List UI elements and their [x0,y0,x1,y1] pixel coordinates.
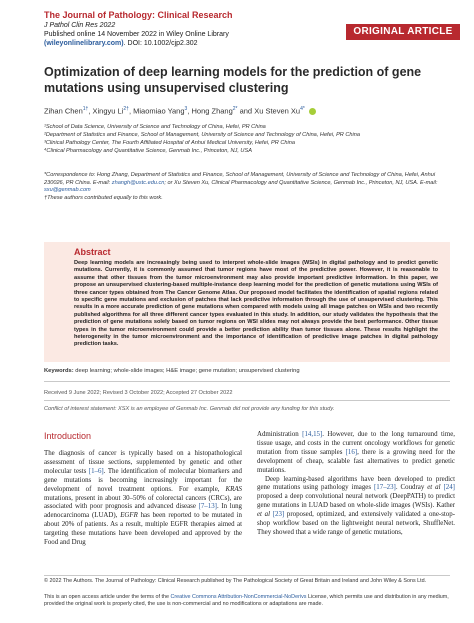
keywords-label: Keywords: [44,368,74,374]
citation-link[interactable]: [1–6] [88,467,104,475]
divider [44,575,450,576]
author-name[interactable]: Zihan Chen [44,106,83,116]
section-heading: Introduction [44,431,92,441]
author-affiliation-mark: 1† [82,106,89,112]
publication-info: Published online 14 November 2022 in Wiley Online Library [44,31,229,38]
abstract-heading: Abstract [74,247,111,257]
author-name[interactable]: Xu Steven Xu [254,106,301,116]
citation-link[interactable]: [23] [272,511,285,519]
abstract-text: Deep learning models are increasingly being used to interpret whole-slide images (WSIs) in digital pathology and to predict genetic mutations. Currently, it is commonly assumed that tumor regions have most of the predictive power. However, it is reasonable to assume that other tissues from the tumor microenvironment may also provide important predictive information. In this paper, we propose an unsupervised clustering-based multiple-instance deep learning model for the prediction of genetic mutations using WSIs of three cancer types obtained from The Cancer Genome Atlas. Our proposed model facilitates the identification of spatial regions related to specific gene mutations and exclusion of patches that lack predictive information through the use of unsupervised clustering. This results in a more accurate prediction of gene mutations when compared with models using all image patches on WSIs and two recently published algorithms for all three different cancer types evaluated in this study. In addition, our study validates the hypothesis that the prediction of gene mutations solely based on tumor regions on WSI slides may not always provide the best performance. Other tissue types in the tumor microenvironment could provide a better prediction ability than tumor tissues alone. These results highlight the heterogeneity in the tumor microenvironment and the importance of identification of predictive image patches in digital pathology prediction tasks. [74,260,438,348]
wiley-link[interactable]: (wileyonlinelibrary.com) [44,40,124,47]
body-text: proposed a deep convolutional neural network (DeepPATH) to predict gene mutations in LUAD based on whole-slide images (WSIs). Kather [257,493,455,510]
keywords-list: deep learning; whole-slide images; H&E image; gene mutation; unsupervised clustering [75,368,300,374]
email-link[interactable]: sxu@genmab.com [44,187,91,193]
correspondence [44,172,444,202]
license-text: This is an open access article under the terms of the [44,594,171,600]
body-text: . The identification of molecular biomarkers and gene mutations is becoming increasingly important for the development of novel treatment options. For example, [44,467,242,493]
copyright-notice: © 2022 The Authors. The Journal of Pathology: Clinical Research published by The Pathological Society of Great Britain and Ireland and John Wiley & Sons Ltd. [44,578,427,584]
keywords [44,368,450,374]
citation-link[interactable]: [17–23] [374,484,396,492]
orcid-icon[interactable] [309,108,316,115]
body-text: Administration [257,431,303,438]
author-affiliation-mark: 4* [300,106,305,112]
journal-citation: J Pathol Clin Res 2022 [44,22,116,29]
divider [44,400,450,401]
body-column-right [257,431,455,538]
license-notice [44,594,450,608]
correspondence-text: ; or Xu Steven Xu, Clinical Pharmacology and Quantitative Science, Genmab Inc., Princeton, NJ, USA. E-mail: [164,179,438,186]
affiliation: ²Department of Statistics and Finance, School of Management, University of Science and Technology of China, Hefei, PR China [44,132,361,138]
citation-link[interactable]: [14,15] [302,431,323,438]
doi-line [44,40,198,47]
correspondence-text: *Correspondence to: Hong Zhang, Department of Statistics and Finance, School of Management, University of Science and Technology of China, Hefei, Anhui 230026, PR China. E-mail: [44,172,436,186]
gene-name: KRAS [225,485,242,493]
gene-name: EGFR [120,512,138,520]
author-affiliation-mark: 3 [184,106,188,112]
license-text: License, which permits use and distribution in any medium, provided the original work is properly cited, the use is non-commercial and no modifications or adaptations are made. [44,594,449,607]
body-text: , there is a growing need for the development of cheap, scalable fast alternatives to predict genetic mutations. [257,448,455,474]
body-text: mutations, present in about 30–50% of colorectal cancers (CRCs), are associated with poor prognosis and advanced disease [44,494,242,511]
paragraph [257,431,455,476]
author-name[interactable]: Miaomiao Yang [133,106,185,116]
license-link[interactable]: Creative Commons Attribution-NonCommercial-NoDerivs [170,594,307,600]
body-text: et al [427,484,441,492]
conflict-statement: Conflict of interest statement: XSX is an employee of Genmab Inc. Genmab did not provide any funding for this study. [44,406,335,412]
body-text: . However, due to the long turnaround time, tissue usage, and costs in the current oncology workflows for genetic mutation from tissue samples [257,431,455,456]
journal-name: The Journal of Pathology: Clinical Research [44,10,233,20]
citation-link[interactable]: [24] [443,484,455,492]
article-type-badge: ORIGINAL ARTICLE [346,24,460,40]
paragraph [257,476,455,538]
citation-link[interactable]: [16] [345,448,358,456]
email-link[interactable]: zhangh@ustc.edu.cn [111,179,165,186]
body-text: . In lung adenocarcinoma (LUAD), [44,503,242,520]
body-text: . Coudray [395,484,428,492]
author-affiliation-mark: 2† [123,106,129,112]
affiliation: ³Clinical Pathology Center, The Fourth Affiliated Hospital of Anhui Medical University, Hefei, PR China [44,140,296,146]
doi: . DOI: 10.1002/cjp2.302 [123,40,198,47]
body-text: The diagnosis of cancer is typically based on a histopathological assessment of tissue sections, supplemented by genetic and other molecular tests [44,450,242,475]
divider [44,381,450,382]
body-text: et al [257,511,271,519]
body-text: has been reported to be mutated in about 20% of patients. As a result, multiple EGFR therapies aimed at targeting these mutations have been developed and approved by the Food and Drug [44,512,242,547]
author-affiliation-mark: 2* [232,106,238,112]
article-dates: Received 9 June 2022; Revised 3 October 2022; Accepted 27 October 2022 [44,390,233,396]
body-text: proposed, optimized, and extensively validated a one-stop-shop workflow based on the lightweight neural network, ShuffleNet. They showed that a wide range of genetic mutations, [257,511,455,536]
article-title: Optimization of deep learning models for the prediction of gene mutations using unsupervised clustering [44,65,422,95]
author-name[interactable]: Xingyu Li [92,106,124,116]
author-name[interactable]: Hong Zhang [191,106,233,116]
body-column-left [44,450,242,548]
body-text: Deep learning-based algorithms have been developed to predict gene mutations using pathology images [257,475,455,492]
equal-contribution-note: †These authors contributed equally to this work. [44,194,163,201]
affiliation: ⁴Clinical Pharmacology and Quantitative Science, Genmab Inc., Princeton, NJ, USA [44,148,252,154]
citation-link[interactable]: [7–13] [198,503,217,511]
author-list: Zihan Chen$^{1\dagger}$, Xingyu $Li^{2\dagger}$, Miaomiao Yang$^3$, Hong Zhang$^{2*}$ and Xu Steven $Xu^{4*}$ [44,106,444,116]
affiliation: ¹School of Data Science, University of Science and Technology of China, Hefei, PR China [44,124,266,130]
